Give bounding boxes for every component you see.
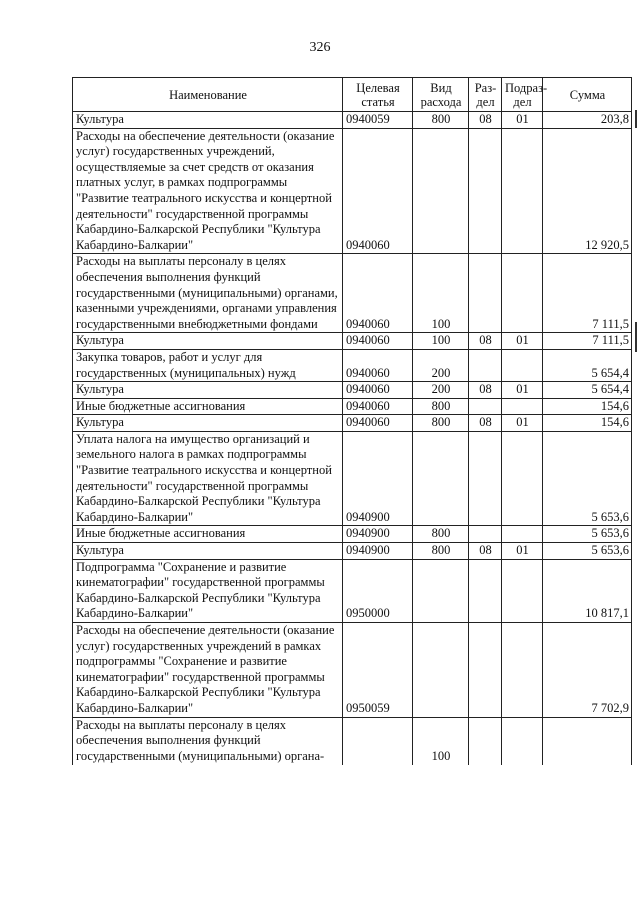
table-row — [73, 398, 632, 415]
cell-kind: 800 — [413, 543, 469, 560]
cell-kind — [413, 128, 469, 254]
cell-section: 08 — [469, 543, 502, 560]
cell-subsection — [502, 349, 543, 381]
cell-subsection — [502, 526, 543, 543]
cell-subsection — [502, 717, 543, 765]
cell-sum: 5 653,6 — [543, 543, 632, 560]
cell-section: 08 — [469, 415, 502, 432]
cell-subsection: 01 — [502, 112, 543, 129]
cell-section — [469, 398, 502, 415]
table-row — [73, 128, 632, 254]
header-section: Раз-дел — [469, 78, 502, 112]
cell-name: Культура — [73, 112, 343, 129]
cell-name: Культура — [73, 333, 343, 350]
cell-name: Иные бюджетные ассигнования — [73, 526, 343, 543]
cell-section — [469, 623, 502, 718]
cell-name: Иные бюджетные ассигнования — [73, 398, 343, 415]
cell-target: 0940900 — [343, 543, 413, 560]
cell-section — [469, 559, 502, 622]
cell-sum — [543, 717, 632, 765]
table-row — [73, 431, 632, 526]
cell-name: Подпрограмма "Сохранение и развитие кинематографии" государственной программы Кабардино-Балкарской Республики "Культура Кабардино-Балкарии" — [73, 559, 343, 622]
cell-sum: 5 654,4 — [543, 349, 632, 381]
table-row — [73, 254, 632, 333]
table-row — [73, 382, 632, 399]
cell-target: 0940900 — [343, 526, 413, 543]
cell-section — [469, 254, 502, 333]
cell-name: Культура — [73, 382, 343, 399]
table-row — [73, 559, 632, 622]
cell-sum: 5 653,6 — [543, 526, 632, 543]
cell-sum: 203,8 — [543, 112, 632, 129]
cell-target — [343, 717, 413, 765]
cell-kind — [413, 559, 469, 622]
cell-subsection: 01 — [502, 382, 543, 399]
cell-name: Расходы на выплаты персоналу в целях обеспечения выполнения функций государственными (муниципальными) органами, казенными учреждениями, органами управления государственными внебюджетными фондами — [73, 254, 343, 333]
cell-section: 08 — [469, 112, 502, 129]
budget-table — [72, 77, 632, 765]
cell-section — [469, 128, 502, 254]
cell-kind: 100 — [413, 254, 469, 333]
cell-target: 0950000 — [343, 559, 413, 622]
cell-kind: 800 — [413, 112, 469, 129]
header-kind: Вид расхода — [413, 78, 469, 112]
cell-section: 08 — [469, 382, 502, 399]
table-row — [73, 349, 632, 381]
cell-sum: 7 111,5 — [543, 254, 632, 333]
cell-section — [469, 717, 502, 765]
cell-target: 0950059 — [343, 623, 413, 718]
cell-section — [469, 349, 502, 381]
cell-sum: 154,6 — [543, 398, 632, 415]
cell-sum: 7 111,5 — [543, 333, 632, 350]
cell-target: 0940060 — [343, 349, 413, 381]
cell-kind — [413, 431, 469, 526]
cell-sum: 5 654,4 — [543, 382, 632, 399]
table-row — [73, 543, 632, 560]
cell-name: Культура — [73, 415, 343, 432]
cell-target: 0940060 — [343, 398, 413, 415]
cell-name: Культура — [73, 543, 343, 560]
cell-target: 0940060 — [343, 128, 413, 254]
header-sum: Сумма — [543, 78, 632, 112]
header-target: Целевая статья — [343, 78, 413, 112]
cell-target: 0940060 — [343, 333, 413, 350]
page-number: 326 — [309, 40, 331, 55]
table-row — [73, 526, 632, 543]
cell-name: Закупка товаров, работ и услуг для государственных (муниципальных) нужд — [73, 349, 343, 381]
table-header-row — [73, 78, 632, 112]
cell-subsection: 01 — [502, 543, 543, 560]
cell-kind: 100 — [413, 333, 469, 350]
cell-target: 0940060 — [343, 415, 413, 432]
cell-subsection: 01 — [502, 415, 543, 432]
table-row — [73, 415, 632, 432]
cell-section — [469, 431, 502, 526]
cell-subsection — [502, 128, 543, 254]
cell-kind: 200 — [413, 349, 469, 381]
cell-section: 08 — [469, 333, 502, 350]
cell-section — [469, 526, 502, 543]
cell-subsection — [502, 431, 543, 526]
cell-subsection — [502, 398, 543, 415]
header-subsection: Подраз-дел — [502, 78, 543, 112]
cell-kind: 800 — [413, 526, 469, 543]
cell-name: Расходы на выплаты персоналу в целях обеспечения выполнения функций государственными (муниципальными) органа- — [73, 717, 343, 765]
cell-sum: 12 920,5 — [543, 128, 632, 254]
cell-name: Расходы на обеспечение деятельности (оказание услуг) государственных учреждений в рамках подпрограммы "Сохранение и развитие кинематографии" государственной программы Кабардино-Балкарской Республики "Культура Кабардино-Балкарии" — [73, 623, 343, 718]
cell-sum: 7 702,9 — [543, 623, 632, 718]
table-row — [73, 333, 632, 350]
cell-kind: 800 — [413, 398, 469, 415]
cell-kind: 200 — [413, 382, 469, 399]
table-row — [73, 623, 632, 718]
cell-kind — [413, 623, 469, 718]
cell-sum: 5 653,6 — [543, 431, 632, 526]
cell-sum: 154,6 — [543, 415, 632, 432]
cell-kind: 100 — [413, 717, 469, 765]
cell-name: Расходы на обеспечение деятельности (оказание услуг) государственных учреждений, осуществляемые за счет средств от оказания платных услуг, в рамках подпрограммы "Развитие театрального искусства и концертной деятельности" государственной программы Кабардино-Балкарской Республики "Культура Кабардино-Балкарии" — [73, 128, 343, 254]
cell-kind: 800 — [413, 415, 469, 432]
cell-subsection: 01 — [502, 333, 543, 350]
cell-target: 0940900 — [343, 431, 413, 526]
cell-sum: 10 817,1 — [543, 559, 632, 622]
header-name: Наименование — [73, 78, 343, 112]
cell-target: 0940059 — [343, 112, 413, 129]
cell-target: 0940060 — [343, 382, 413, 399]
table-row — [73, 112, 632, 129]
cell-subsection — [502, 559, 543, 622]
cell-subsection — [502, 254, 543, 333]
table-row — [73, 717, 632, 765]
cell-target: 0940060 — [343, 254, 413, 333]
cell-name: Уплата налога на имущество организаций и земельного налога в рамках подпрограммы "Развитие театрального искусства и концертной деятельности" государственной программы Кабардино-Балкарской Республики "Культура Кабардино-Балкарии" — [73, 431, 343, 526]
scan-edge-mark — [635, 322, 637, 352]
cell-subsection — [502, 623, 543, 718]
scan-edge-mark — [635, 110, 637, 128]
